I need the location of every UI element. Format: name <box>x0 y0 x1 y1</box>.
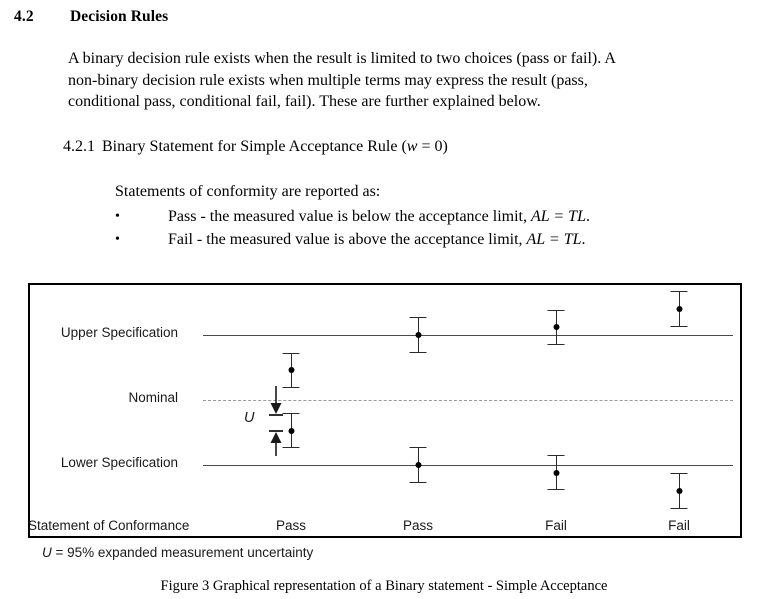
error-bar-cap-bottom <box>671 326 688 327</box>
error-bar-datapoint <box>283 353 300 388</box>
error-bar-datapoint <box>410 317 427 352</box>
bullet-text-post: . <box>581 231 586 248</box>
error-bar-datapoint <box>671 291 688 326</box>
bullet-icon: • <box>115 209 120 224</box>
axis-label-statement-of-conformance: Statement of Conformance <box>28 518 190 533</box>
axis-label-nominal: Nominal <box>128 390 178 405</box>
axis-label-upper-specification: Upper Specification <box>60 325 178 340</box>
subsection-heading <box>63 138 733 156</box>
error-bar-datapoint <box>410 447 427 482</box>
measured-value-marker <box>288 367 294 373</box>
intro-paragraph-line-3: conditional pass, conditional fail, fail). These are further explained below. <box>68 93 541 110</box>
subsection-title-pre: Binary Statement for Simple Acceptance Rule ( <box>102 138 407 155</box>
bullet-text-pre: Pass - the measured value is below the acceptance limit, <box>168 208 531 225</box>
error-bar-cap-bottom <box>283 447 300 448</box>
error-bar-cap-bottom <box>283 387 300 388</box>
section-number: 4.2 <box>14 8 34 25</box>
error-bar-cap-bottom <box>410 482 427 483</box>
measured-value-marker <box>415 332 421 338</box>
figure-caption: Figure 3 Graphical representation of a Binary statement - Simple Acceptance <box>160 578 608 594</box>
conformance-statement-3: Fail <box>545 518 567 533</box>
figure-border <box>28 283 742 538</box>
measured-value-marker <box>415 462 421 468</box>
intro-paragraph-line-1: A binary decision rule exists when the result is limited to two choices (pass or fail). A <box>68 50 616 67</box>
error-bar-cap-bottom <box>548 344 565 345</box>
conformance-statement-4: Fail <box>668 518 690 533</box>
section-title: Decision Rules <box>70 8 169 25</box>
error-bar-datapoint <box>548 455 565 490</box>
list-item <box>115 205 735 228</box>
footnote-text: = 95% expanded measurement uncertainty <box>51 545 314 560</box>
subsection-title-variable: w <box>406 138 418 155</box>
uncertainty-footnote <box>42 545 313 560</box>
footnote-symbol: U <box>42 545 52 560</box>
intro-paragraph <box>68 48 730 113</box>
conformity-bullet-list <box>115 205 735 251</box>
measured-value-marker <box>553 470 559 476</box>
error-bar-datapoint <box>283 413 300 448</box>
uncertainty-label: U <box>244 410 255 426</box>
lower-specification-line <box>203 465 733 466</box>
bullet-text-pre: Fail - the measured value is above the acceptance limit, <box>168 231 527 248</box>
bullet-text-post: . <box>585 208 590 225</box>
error-bar-cap-bottom <box>671 508 688 509</box>
measured-value-marker <box>676 488 682 494</box>
error-bar-cap-bottom <box>410 352 427 353</box>
measured-value-marker <box>288 428 294 434</box>
list-item-text <box>168 228 586 251</box>
list-item <box>115 228 735 251</box>
conformance-statement-1: Pass <box>275 518 307 533</box>
error-bar-datapoint <box>671 473 688 508</box>
intro-paragraph-line-2: non-binary decision rule exists when multiple terms may express the result (pass, <box>68 71 588 89</box>
statements-intro: Statements of conformity are reported as: <box>115 183 381 200</box>
measured-value-marker <box>676 306 682 312</box>
section-heading <box>14 8 754 26</box>
bullet-icon: • <box>115 232 120 247</box>
upper-specification-line <box>203 335 733 336</box>
subsection-number: 4.2.1 <box>63 138 95 155</box>
conformance-statement-2: Pass <box>402 518 434 533</box>
bullet-formula: AL = TL <box>530 208 586 225</box>
error-bar-datapoint <box>548 310 565 345</box>
axis-label-lower-specification: Lower Specification <box>60 455 178 470</box>
list-item-text <box>168 205 590 228</box>
measured-value-marker <box>553 324 559 330</box>
bullet-formula: AL = TL <box>526 231 582 248</box>
error-bar-cap-bottom <box>548 489 565 490</box>
subsection-title-post: = 0) <box>417 138 448 155</box>
